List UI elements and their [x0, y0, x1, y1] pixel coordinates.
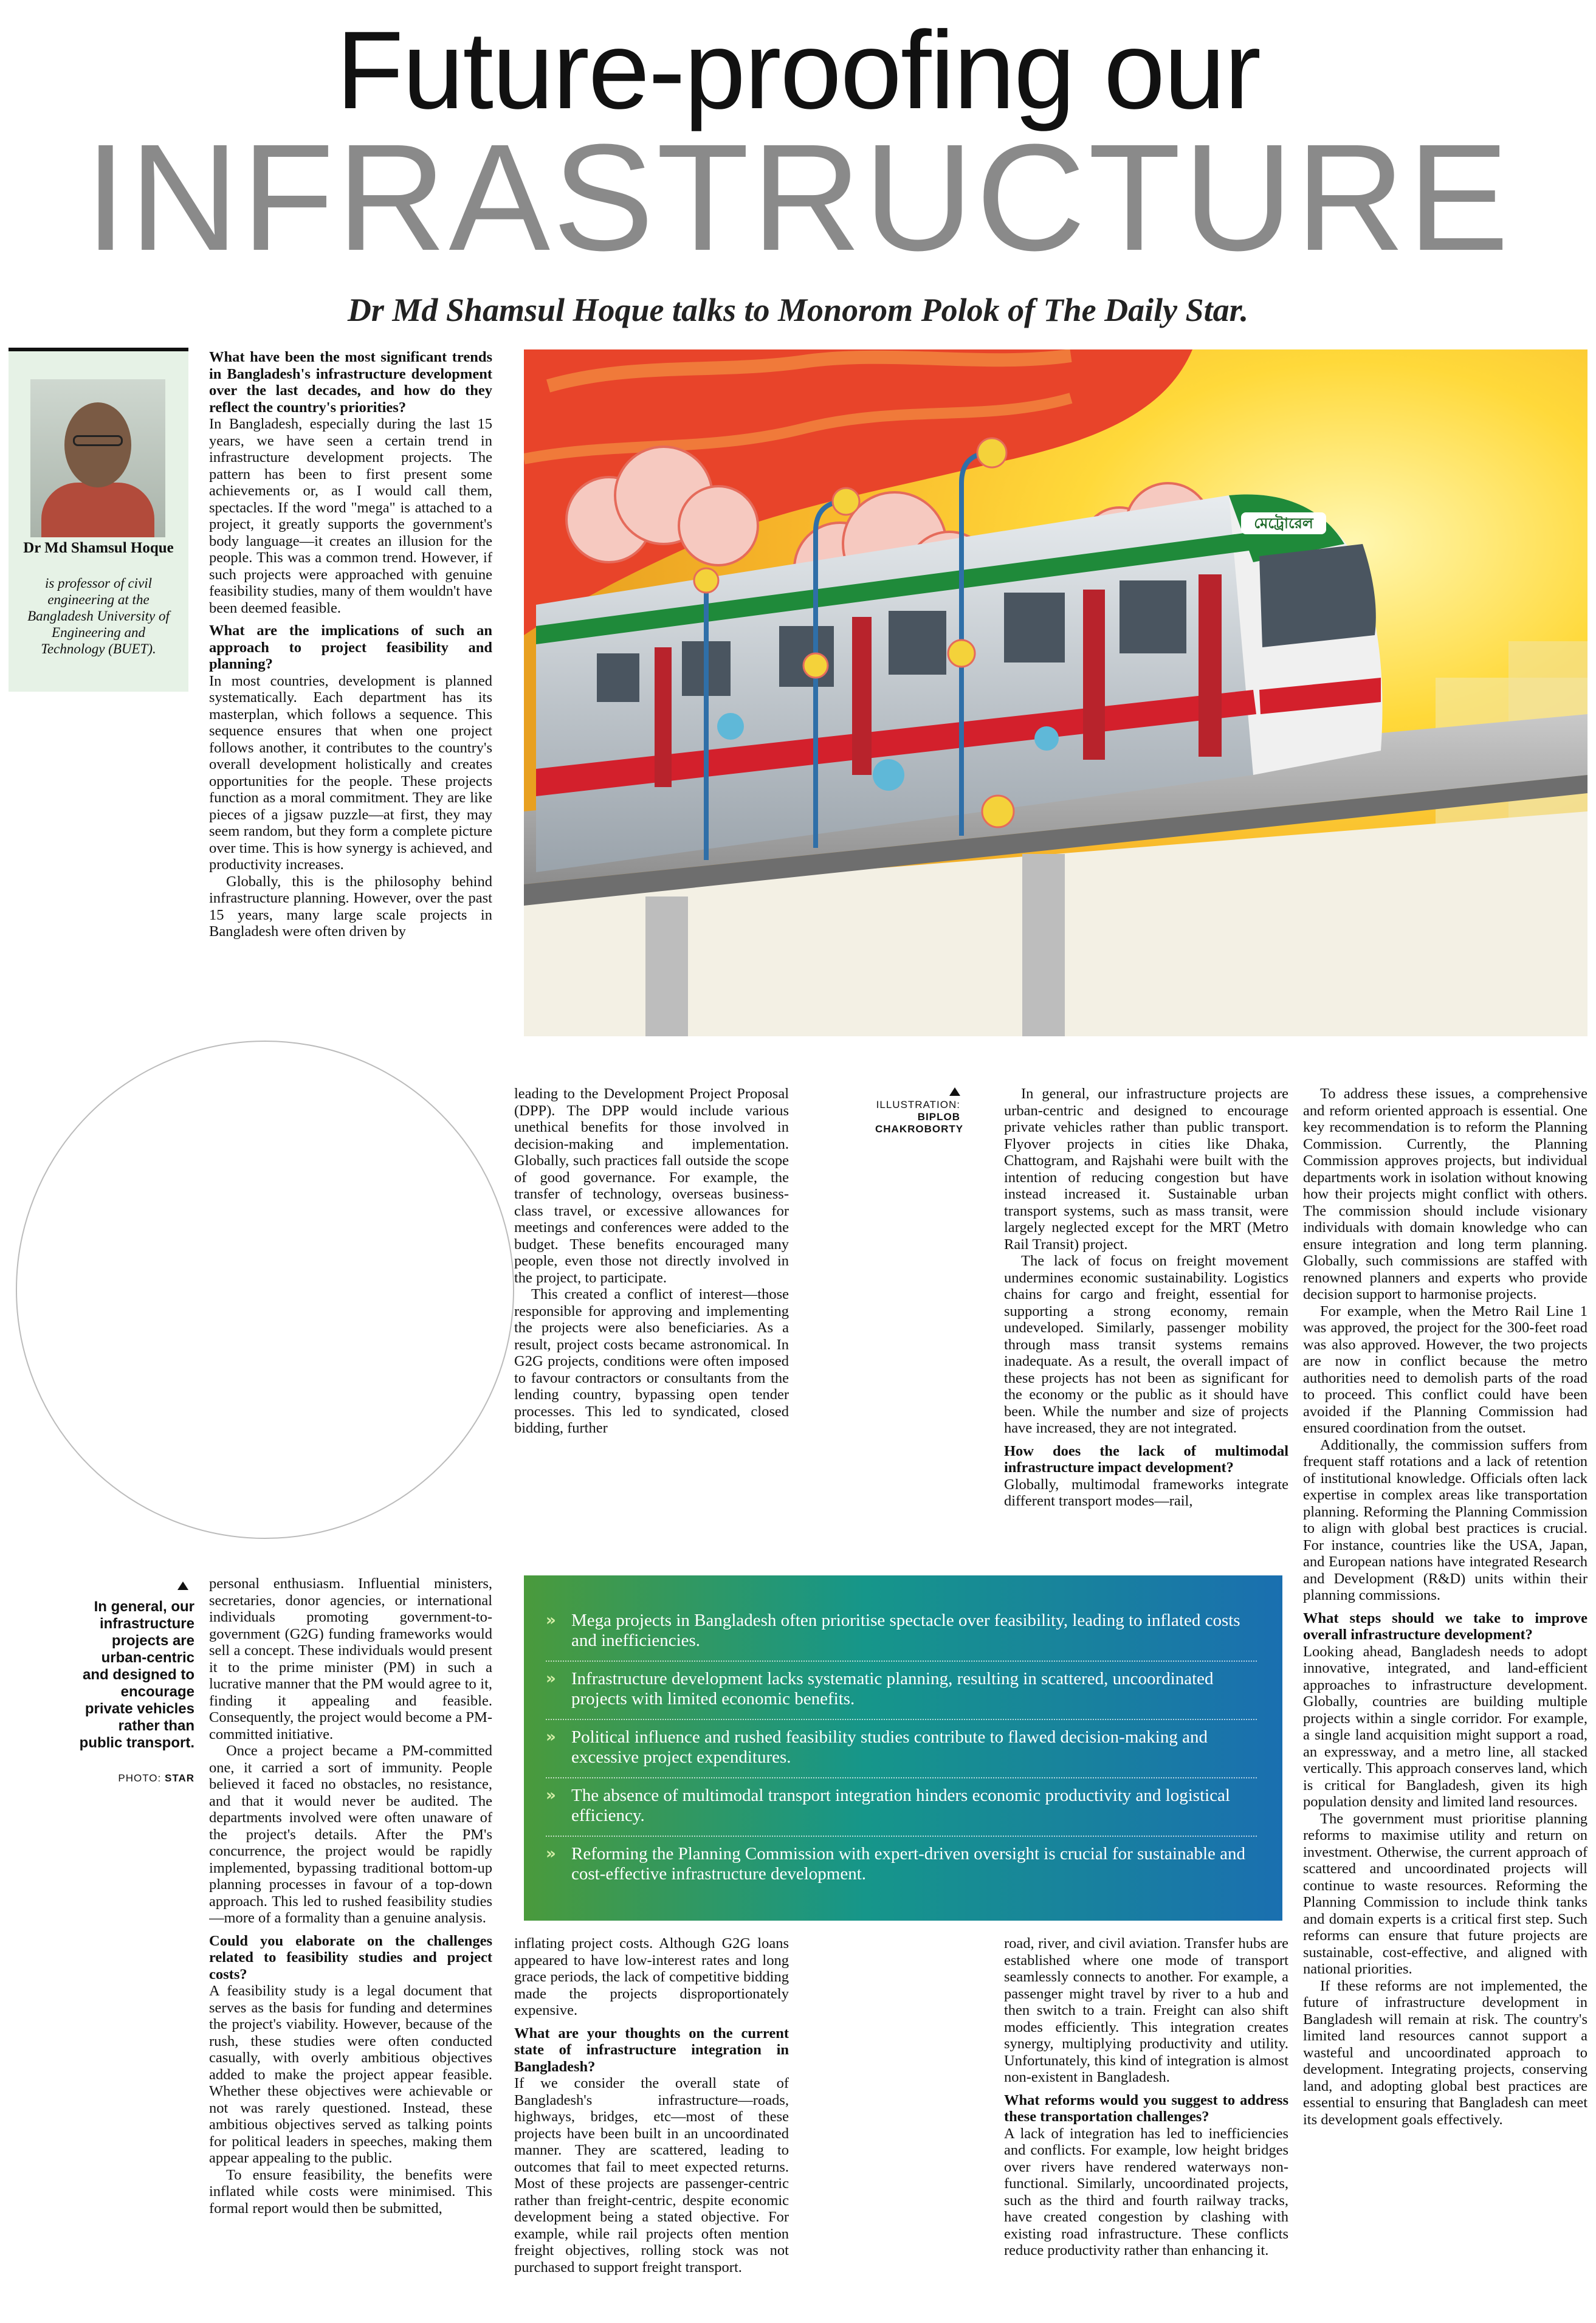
question: What have been the most significant trends in Bangladesh's infrastructure development over the last decades, and how do they reflect the country's priorities?: [209, 349, 492, 416]
headline-line-2: INFRASTRUCTURE: [84, 112, 1512, 282]
divider: [546, 1836, 1257, 1837]
answer-paragraph: To ensure feasibility, the benefits were inflated while costs were minimised. This formal report would then be submitted,: [209, 2166, 492, 2217]
answer-paragraph: Globally, this is the philosophy behind infrastructure planning. However, over the past 15 years, many large scale projects in Bangladesh were often driven by: [209, 873, 492, 940]
answer-paragraph: Globally, multimodal frameworks integrate different transport modes—rail,: [1004, 1476, 1288, 1509]
article-column-6: [514, 1935, 789, 2317]
answer-paragraph: This created a conflict of interest—those responsible for approving and implementing the projects were also beneficiaries. As a result, project costs became astronomical. In G2G projects, conditions were often imposed to favour contractors or consultants from the lending country, bypassing open tender processes. This led to syndicated, closed bidding, further: [514, 1286, 789, 1436]
profile-bio: is professor of civil engineering at the Bangladesh University of Engineering and Technology (BUET).: [27, 576, 170, 656]
answer-paragraph: In Bangladesh, especially during the last 15 years, we have seen a certain trend in infrastructure development projects. The pattern has been to first present some achievements or, as I would call them, spectacles. If the word "mega" is attached to a project, it greatly supports the government's body language—it creates an illusion for the people. This was a common trend. However, if such projects were approached with genuine feasibility studies, many of them wouldn't have been deemed feasible.: [209, 416, 492, 616]
answer-paragraph: Additionally, the commission suffers from frequent staff rotations and a lack of retention of institutional knowledge. Officials often lack expertise in complex areas like transportation planning. Reforming the Planning Commission to align with global best practices is crucial. For instance, countries like the USA, Japan, and European nations have integrated Research and Development (R&D) units within their planning commissions.: [1303, 1436, 1587, 1603]
answer-paragraph: For example, when the Metro Rail Line 1 was approved, the project for the 300-feet road was also approved. However, the two projects are now in conflict because the metro authorities need to demolish parts of the road to proceed. This conflict could have been avoided if the Planning Commission had ensured coordination from the outset.: [1303, 1303, 1587, 1436]
answer-paragraph: If these reforms are not implemented, the future of infrastructure development in Bangladesh will remain at risk. The country's limited land resources cannot support a wasteful and uncoordinated approach to development. Integrating projects, conserving land, and adopting global best practices are essential to ensuring that Bangladesh can meet its development goals effectively.: [1303, 1977, 1587, 2128]
answer-paragraph: The lack of focus on freight movement undermines economic sustainability. Logistics chains for cargo and freight, essential for supporting a strong economy, remain undeveloped. Similarly, passenger mobility through mass transit systems remains inadequate. As a result, the overall impact of these projects has not been as significant for the economy or the public as it should have been. While the number and size of projects have increased, they are not integrated.: [1004, 1253, 1288, 1436]
question: What reforms would you suggest to address these transportation challenges?: [1004, 2091, 1288, 2125]
illustration-credit: [875, 1087, 964, 1135]
question: How does the lack of multimodal infrastructure impact development?: [1004, 1442, 1288, 1476]
metro-rail-illustration: [524, 349, 1587, 1036]
key-point-text: Infrastructure development lacks systematic planning, resulting in scattered, uncoordinated projects with limited economic benefits.: [571, 1669, 1214, 1709]
portrait-glasses: [73, 435, 123, 446]
answer-paragraph: The government must prioritise planning reforms to maximise utility and return on investment. Otherwise, the current approach of scattered and uncoordinated projects will continue to waste resources. Reforming the Planning Commission to include think tanks and domain experts is a critical first step. Such reforms can ensure that future projects are sustainable, cost-effective, and aligned with national priorities.: [1303, 1810, 1587, 1977]
key-points-box: [524, 1575, 1282, 1921]
divider: [546, 1777, 1257, 1778]
article-column-4: [1303, 1086, 1587, 2317]
double-chevron-icon: »: [546, 1670, 556, 1688]
answer-paragraph: Once a project became a PM-committed one, it carried a sort of immunity. People believed it faced no obstacles, no resistance, and that it would never be audited. The departments involved were often unaware of the project's details. After the PM's concurrence, the project would be rapidly implemented, bypassing traditional bottom-up planning processes in favour of a top-down approach. This led to rushed feasibility studies—more of a formality than a genuine analysis.: [209, 1743, 492, 1926]
answer-paragraph: personal enthusiasm. Influential ministers, secretaries, donor agencies, or international individuals promoting government-to-government (G2G) funding frameworks would sell a concept. These individuals would present it to the prime minister (PM) in such a lucrative manner that the PM would agree to it, finding it appealing and feasible. Consequently, the project would become a PM-committed initiative.: [209, 1575, 492, 1743]
illustration-credit-name: BIPLOB CHAKROBORTY: [875, 1111, 964, 1135]
answer-paragraph: inflating project costs. Although G2G loans appeared to have low-interest rates and long grace periods, the lack of competitive bidding made the projects disproportionately expensive.: [514, 1935, 789, 2018]
profile-portrait: [30, 379, 165, 537]
divider: [546, 1719, 1257, 1720]
key-point-text: Political influence and rushed feasibility studies contribute to flawed decision-making and excessive project expenditures.: [571, 1727, 1208, 1767]
photo-credit-name: STAR: [164, 1772, 194, 1784]
answer-paragraph: In most countries, development is planned systematically. Each department has its masterplan, which follows a sequence. This sequence ensures that when one project follows another, it contributes to the country's overall development holistically and creates opportunities for the people. These projects function as a moral commitment. They are like pieces of a jigsaw puzzle—at first, they may seem random, but they form a complete picture over time. This is how synergy is achieved, and productivity increases.: [209, 672, 492, 873]
key-point-text: Reforming the Planning Commission with expert-driven oversight is crucial for sustainable and cost-effective infrastructure development.: [571, 1844, 1246, 1884]
photo-credit-label: PHOTO:: [118, 1772, 162, 1784]
train-sign: মেট্রোরেল: [1254, 515, 1313, 532]
illustration-credit-label: ILLUSTRATION:: [876, 1099, 960, 1110]
answer-paragraph: A lack of integration has led to inefficiencies and conflicts. For example, low height bridges over rivers have rendered waterways non-functional. Similarly, uncoordinated projects, such as the third and fourth railway tracks, have created congestion by clashing with existing road infrastructure. These conflicts reduce productivity rather than enhancing it.: [1004, 2125, 1288, 2259]
double-chevron-icon: »: [546, 1786, 556, 1805]
standfirst: Dr Md Shamsul Hoque talks to Monorom Polok of The Daily Star.: [347, 292, 1249, 328]
answer-paragraph: If we consider the overall state of Bangladesh's infrastructure—roads, highways, bridges, etc—most of these projects have been built in an uncoordinated manner. They are scattered, leading to outcomes that fail to meet expected returns. Most of these projects are passenger-centric rather than freight-centric, despite economic development being a stated objective. For example, while rail projects often mention freight objectives, rolling stock was not purchased to support freight transport.: [514, 2075, 789, 2276]
photo-credit: [73, 1772, 194, 1784]
author-profile-box: [9, 348, 188, 692]
caret-up-icon: [177, 1581, 188, 1593]
question: What are the implications of such an approach to project feasibility and planning?: [209, 622, 492, 672]
photo-caption: In general, our infrastructure projects are urban-centric and designed to encourage private vehicles rather than public transport.: [79, 1599, 194, 1751]
question: Could you elaborate on the challenges related to feasibility studies and project costs?: [209, 1932, 492, 1983]
answer-paragraph: In general, our infrastructure projects are urban-centric and designed to encourage private vehicles rather than public transport. Flyover projects in cities like Dhaka, Chattogram, and Rajshahi were built with the intention of reducing congestion but have instead increased it. Sustainable urban transport systems, such as mass transit, were largely neglected except for the MRT (Metro Rail Transit) project.: [1004, 1086, 1288, 1253]
answer-paragraph: Looking ahead, Bangladesh needs to adopt innovative, integrated, and land-efficient approaches to infrastructure development. Globally, countries are building multiple projects within a single corridor. For example, a single land acquisition might support a road, an expressway, and a metro line, all stacked vertically. This approach conserves land, which is critical for Bangladesh, given its high population density and limited land resources.: [1303, 1643, 1587, 1810]
double-chevron-icon: »: [546, 1611, 556, 1630]
double-chevron-icon: »: [546, 1728, 556, 1746]
article-column-7: [1004, 1935, 1288, 2317]
article-column-2: [514, 1086, 789, 1547]
portrait-shirt: [41, 483, 154, 537]
question: What steps should we take to improve overall infrastructure development?: [1303, 1609, 1587, 1643]
answer-paragraph: To address these issues, a comprehensive and reform oriented approach is essential. One key recommendation is to reform the Planning Commission. Currently, the Planning Commission approves projects, but individual departments work in isolation without knowing how their projects might conflict with others. The commission should include visionary individuals with domain knowledge who can ensure integration and long term planning. Globally, such commissions are staffed with renowned planners and experts who provide decision support to harmonise projects.: [1303, 1086, 1587, 1303]
illustration-svg: [524, 349, 1587, 1036]
key-point-text: Mega projects in Bangladesh often prioritise spectacle over feasibility, leading to inflated costs and inefficiencies.: [571, 1611, 1240, 1650]
question: What are your thoughts on the current state of infrastructure integration in Bangladesh?: [514, 2025, 789, 2075]
key-point-text: The absence of multimodal transport integration hinders economic productivity and logistical efficiency.: [571, 1786, 1230, 1825]
caret-up-icon: [875, 1087, 960, 1099]
profile-name: Dr Md Shamsul Hoque: [23, 540, 174, 556]
double-chevron-icon: »: [546, 1845, 556, 1863]
article-column-1: [209, 349, 492, 1030]
headline-line-1: Future-proofing our: [336, 8, 1260, 132]
article-column-3: [1004, 1086, 1288, 1547]
divider: [546, 1661, 1257, 1662]
answer-paragraph: leading to the Development Project Proposal (DPP). The DPP would include various unethical benefits for those involved in decision-making and implementation. Globally, such practices fall outside the scope of good governance. For example, the transfer of technology, overseas business-class travel, or excessive allowances for meetings and conferences were added to the budget. These benefits encouraged many people, even those not directly involved in the project, to participate.: [514, 1086, 789, 1286]
answer-paragraph: A feasibility study is a legal document that serves as the basis for funding and determines the project's viability. However, because of the rush, these studies were often conducted casually, with overly ambitious objectives added to make the project appear feasible. Whether these objectives were achievable or not was rarely questioned. Instead, these ambitious objectives served as talking points for political leaders in speeches, making them appear appealing to the public.: [209, 1983, 492, 2166]
answer-paragraph: road, river, and civil aviation. Transfer hubs are established where one mode of transport seamlessly connects to another. For example, a passenger might travel by river to a hub and then switch to a train. Freight can also shift modes efficiently. This integration creates synergy, multiplying productivity and utility. Unfortunately, this kind of integration is almost non-existent in Bangladesh.: [1004, 1935, 1288, 2085]
circular-photo: [16, 1041, 514, 1539]
article-column-5: [209, 1575, 492, 2317]
